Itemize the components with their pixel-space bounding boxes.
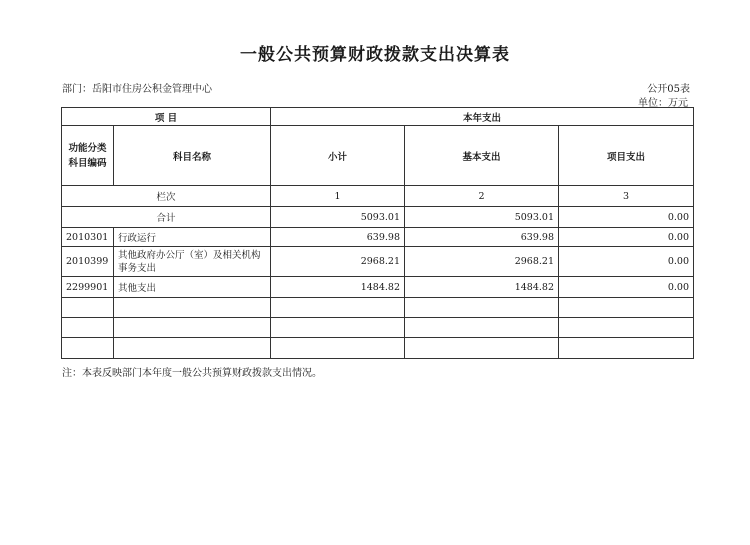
empty-row [62, 338, 694, 359]
row-subtotal: 2968.21 [271, 247, 405, 277]
table-row [62, 247, 694, 277]
total-subtotal: 5093.01 [271, 207, 405, 228]
empty-row [62, 298, 694, 318]
empty-row [62, 318, 694, 338]
column-label: 栏次 [62, 186, 271, 207]
row-name: 其他支出 [114, 277, 271, 298]
column-3: 3 [559, 186, 694, 207]
row-item: 0.00 [559, 247, 694, 277]
department-label: 部门：岳阳市住房公积金管理中心 [62, 84, 212, 95]
row-basic: 2968.21 [405, 247, 559, 277]
row-basic: 1484.82 [405, 277, 559, 298]
total-basic: 5093.01 [405, 207, 559, 228]
row-item: 0.00 [559, 277, 694, 298]
column-2: 2 [405, 186, 559, 207]
project-header: 项 目 [62, 108, 271, 126]
row-basic: 639.98 [405, 228, 559, 247]
row-code: 2010301 [62, 228, 114, 247]
code-header: 功能分类科目编码 [62, 126, 114, 186]
total-row [62, 207, 694, 228]
expenditure-table [61, 107, 694, 359]
row-code: 2010399 [62, 247, 114, 277]
name-header: 科目名称 [114, 126, 271, 186]
header-row-1 [62, 108, 694, 126]
unit-label: 单位：万元 [638, 98, 688, 109]
table-row [62, 277, 694, 298]
column-1: 1 [271, 186, 405, 207]
basic-header: 基本支出 [405, 126, 559, 186]
current-year-header: 本年支出 [271, 108, 694, 126]
table-row [62, 228, 694, 247]
row-item: 0.00 [559, 228, 694, 247]
form-number: 公开05表 [647, 84, 690, 95]
row-code: 2299901 [62, 277, 114, 298]
row-subtotal: 1484.82 [271, 277, 405, 298]
total-item: 0.00 [559, 207, 694, 228]
row-name: 行政运行 [114, 228, 271, 247]
total-label: 合计 [62, 207, 271, 228]
row-subtotal: 639.98 [271, 228, 405, 247]
row-name: 其他政府办公厅（室）及相关机构事务支出 [114, 247, 271, 277]
column-number-row [62, 186, 694, 207]
header-row-2 [62, 126, 694, 186]
footnote: 注：本表反映部门本年度一般公共预算财政拨款支出情况。 [62, 368, 322, 379]
subtotal-header: 小计 [271, 126, 405, 186]
page-title: 一般公共预算财政拨款支出决算表 [240, 45, 510, 65]
item-header: 项目支出 [559, 126, 694, 186]
